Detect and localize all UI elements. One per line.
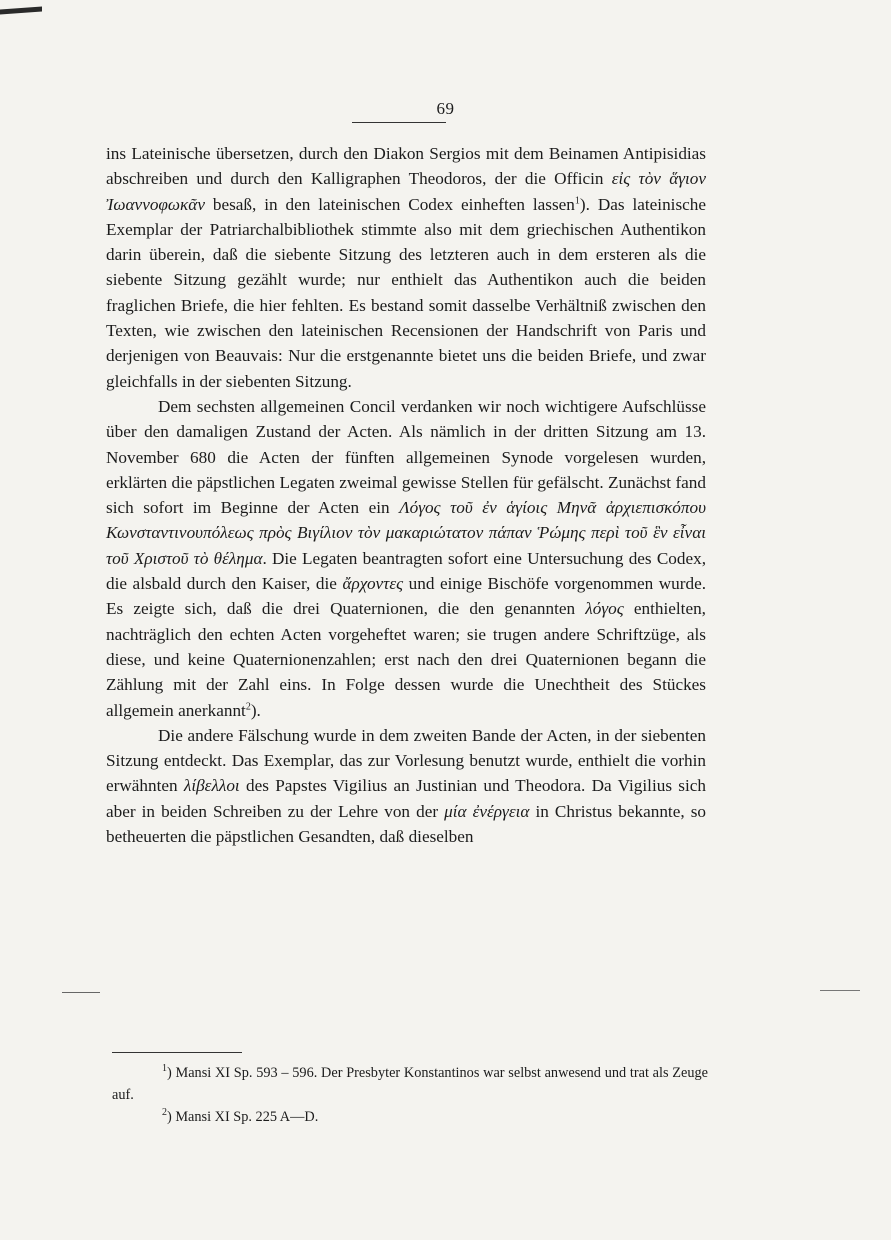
greek-phrase: μία ἐνέργεια bbox=[444, 801, 530, 821]
paragraph bbox=[106, 394, 706, 723]
text-run: ins Lateinische übersetzen, durch den Diakon Sergios mit dem Beinamen Antipisidias abschreiben und durch den Kalligraphen Theodoros, der die Officin bbox=[106, 144, 706, 189]
paragraph bbox=[106, 723, 706, 849]
footnote-mark: 2 bbox=[162, 1107, 167, 1119]
footnote-reference: 1 bbox=[574, 194, 580, 206]
text-run: . Die Legaten beantragten sofort eine Untersuchung des Codex, die alsbald durch den Kaiser, die bbox=[106, 548, 706, 594]
footnote-reference: 2 bbox=[245, 700, 251, 712]
footnote bbox=[112, 1106, 708, 1128]
footnote bbox=[112, 1062, 708, 1106]
text-run: Die andere Fälschung wurde in dem zweiten Bande der Acten, in der siebenten Sitzung entdeckt. Das Exemplar, das zur Vorlesung benutzt wurde, enthielt die vorhin erwähnten bbox=[106, 725, 706, 796]
footnote-text: ) Mansi XI Sp. 225 A—D. bbox=[167, 1109, 319, 1125]
text-run: in Christus bekannte, so betheuerten die päpstlichen Gesandten, daß dieselben bbox=[106, 801, 706, 847]
text-run: des Papstes Vigilius an Justinian und Theodora. Da Vigilius sich aber in beiden Schreiben zu der Lehre von der bbox=[106, 776, 706, 821]
greek-phrase: εἰς τὸν ἅγιον Ἰωαννοφωκᾶν bbox=[106, 169, 706, 214]
scan-edge-mark bbox=[0, 7, 42, 15]
paragraph bbox=[106, 141, 706, 394]
greek-phrase: λίβελλοι bbox=[183, 776, 240, 796]
text-run: enthielten, nachträglich den echten Acten vorgeheftet waren; sie trugen andere Schriftzüge, als diese, und keine Quaternionenzahlen; erst nach den drei Quaternionen begann die Zählung mit der Zahl eins. In Folge dessen wurde die Unechtheit des Stückes allgemein anerkannt bbox=[106, 599, 706, 720]
margin-mark-right bbox=[820, 990, 860, 991]
text-run: und einige Bischöfe vorgenommen wurde. Es zeigte sich, daß die drei Quaternionen, die den genannten bbox=[106, 574, 706, 619]
footnote-rule bbox=[112, 1052, 242, 1053]
greek-phrase: Λόγος τοῦ ἐν ἁγίοις Μηνᾶ ἀρχιεπισκόπου Κωνσταντινουπόλεως πρὸς Βιγίλιον τὸν μακαριώτατον πάπαν Ῥώμης περὶ τοῦ ἓν εἶναι τοῦ Χριστοῦ τὸ θέλημα bbox=[106, 498, 706, 568]
footnote-text: ) Mansi XI Sp. 593 – 596. Der Presbyter Konstantinos war selbst anwesend und trat als Zeuge auf. bbox=[112, 1065, 708, 1103]
greek-phrase: ἄρχοντες bbox=[342, 574, 404, 594]
page-number: 69 bbox=[436, 99, 455, 118]
page-number-rule bbox=[352, 122, 446, 123]
greek-phrase: λόγος bbox=[585, 599, 624, 619]
text-run: besaß, in den lateinischen Codex einheften lassen bbox=[204, 194, 575, 214]
text-run: Dem sechsten allgemeinen Concil verdanken wir noch wichtigere Aufschlüsse über den damaligen Zustand der Acten. Als nämlich in der dritten Sitzung am 13. November 680 die Acten der fünften allgemeinen Synode vorgelesen wurden, erklärten die päpstlichen Legaten zweimal gewisse Stellen für gefälscht. Zunächst fand sich sofort im Beginne der Acten ein bbox=[106, 396, 706, 518]
footnotes bbox=[112, 1062, 708, 1128]
body-text bbox=[106, 141, 706, 849]
text-run: ). Das lateinische Exemplar der Patriarchalbibliothek stimmte also mit dem griechischen Authentikon darin überein, daß die siebente Sitzung des letzteren auch in dem ersteren als die siebente Sitzung gezählt wurde; nur enthielt das Authentikon auch die beiden fraglichen Briefe, die hier fehlten. Es bestand somit dasselbe Verhältniß zwischen den Texten, wie zwischen den lateinischen Recensionen der Handschrift von Paris und derjenigen von Beauvais: Nur die erstgenannte bietet uns die beiden Briefe, und zwar gleichfalls in der siebenten Sitzung. bbox=[106, 194, 706, 391]
margin-mark-left bbox=[62, 992, 100, 993]
footnote-mark: 1 bbox=[162, 1063, 167, 1075]
text-run: ). bbox=[250, 700, 261, 720]
